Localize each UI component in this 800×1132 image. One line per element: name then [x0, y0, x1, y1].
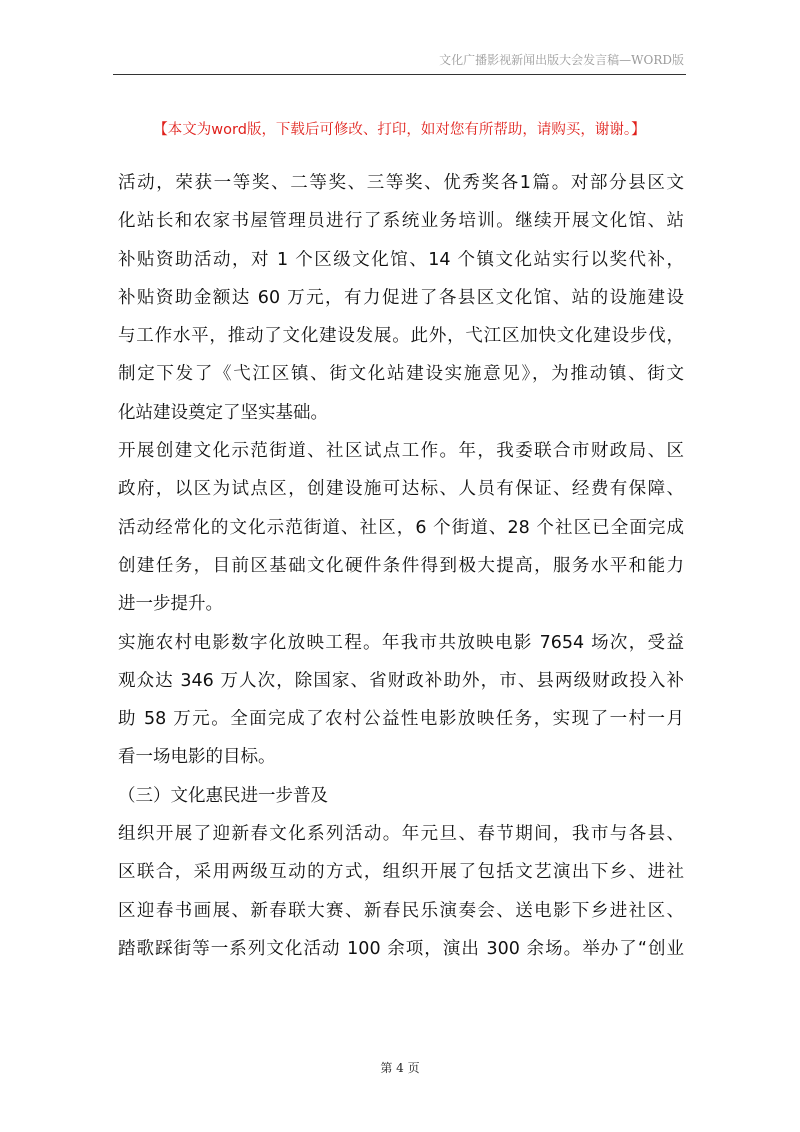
text-line: 补贴资助金额达 60 万元，有力促进了各县区文化馆、站的设施建设	[118, 287, 684, 308]
text-line: 活动经常化的文化示范街道、社区，6 个街道、28 个社区已全面完成	[118, 517, 684, 538]
text-line: 化站长和农家书屋管理员进行了系统业务培训。继续开展文化馆、站	[118, 211, 684, 232]
text-line: 看一场电影的目标。	[118, 747, 276, 768]
section-heading: （三）文化惠民进一步普及	[118, 785, 328, 806]
text-line: 开展创建文化示范街道、社区试点工作。年，我委联合市财政局、区	[118, 441, 684, 462]
text-line: 政府，以区为试点区，创建设施可达标、人员有保证、经费有保障、	[118, 479, 684, 500]
text-line: 补贴资助活动，对 1 个区级文化馆、14 个镇文化站实行以奖代补，	[118, 249, 684, 270]
page-number: 第 4 页	[380, 1061, 420, 1075]
text-line: 区联合，采用两级互动的方式，组织开展了包括文艺演出下乡、进社	[118, 862, 684, 883]
text-line: 创建任务，目前区基础文化硬件条件得到极大提高，服务水平和能力	[118, 555, 684, 576]
text-line: 进一步提升。	[118, 594, 223, 615]
text-line: 助 58 万元。全面完成了农村公益性电影放映任务，实现了一村一月	[118, 709, 684, 730]
body-text	[118, 164, 684, 968]
text-line: 与工作水平，推动了文化建设发展。此外，弋江区加快文化建设步伐，	[118, 326, 684, 347]
text-line: 区迎春书画展、新春联大赛、新春民乐演奏会、送电影下乡进社区、	[118, 900, 684, 921]
text-line: 活动，荣获一等奖、二等奖、三等奖、优秀奖各1篇。对部分县区文	[118, 173, 684, 193]
page-header: 文化广播影视新闻出版大会发言稿—WORD版	[439, 53, 684, 67]
text-line: 组织开展了迎新春文化系列活动。年元旦、春节期间，我市与各县、	[118, 824, 684, 845]
text-line: 制定下发了《弋江区镇、街文化站建设实施意见》，为推动镇、街文	[118, 364, 684, 385]
header-divider	[113, 74, 686, 75]
purchase-notice: 【本文为word版，下载后可修改、打印，如对您有所帮助，请购买，谢谢。】	[153, 122, 646, 138]
text-line: 实施农村电影数字化放映工程。年我市共放映电影 7654 场次，受益	[118, 632, 684, 653]
text-line: 观众达 346 万人次，除国家、省财政补助外，市、县两级财政投入补	[118, 670, 684, 691]
text-line: 踏歌踩街等一系列文化活动 100 余项，演出 300 余场。举办了“创业	[118, 938, 684, 959]
text-line: 化站建设奠定了坚实基础。	[118, 402, 328, 423]
